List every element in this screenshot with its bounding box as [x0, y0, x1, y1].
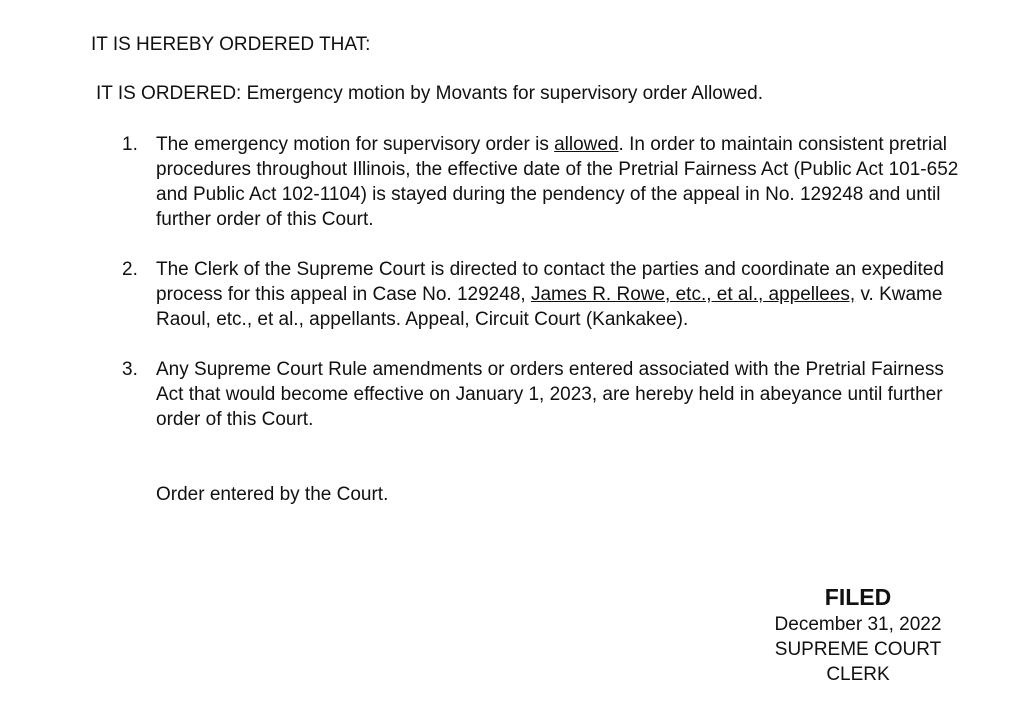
item-text: Any Supreme Court Rule amendments or orders entered associated with the Pretrial Fairness Act that would become effective on January 1, 2023, are hereby held in abeyance until further order of this Court. — [156, 359, 944, 430]
order-heading: IT IS HEREBY ORDERED THAT: — [91, 34, 371, 55]
filed-title: FILED — [824, 584, 892, 610]
filed-court: SUPREME COURT — [774, 639, 942, 660]
ordered-statement: IT IS ORDERED: Emergency motion by Movants for supervisory order Allowed. — [96, 83, 764, 104]
list-item — [122, 257, 962, 332]
item-number: 2. — [122, 259, 138, 280]
item-text-prefix: The Clerk of the Supreme Court is directed to contact the parties and coordinate an expedited process for this appeal in Case No. 129248, — [156, 259, 944, 305]
order-items-list — [122, 132, 962, 432]
item-text-suffix: v. Kwame Raoul, etc., et al., appellants. Appeal, Circuit Court (Kankakee). — [156, 284, 943, 330]
filed-clerk: CLERK — [826, 664, 890, 685]
filed-stamp — [740, 583, 976, 687]
item-text-suffix: . In order to maintain consistent pretrial procedures throughout Illinois, the effective date of the Pretrial Fairness Act (Public Act 101-652 and Public Act 102-1104) is stayed during the pendency of the appeal in No. 129248 and until further order of this Court. — [156, 134, 959, 230]
item-text-underlined: allowed — [554, 134, 619, 155]
item-text-prefix: The emergency motion for supervisory order is — [156, 134, 555, 155]
item-text — [156, 257, 962, 332]
filed-date: December 31, 2022 — [774, 614, 942, 635]
item-number: 3. — [122, 359, 138, 380]
closing-statement: Order entered by the Court. — [156, 484, 389, 505]
list-item — [122, 357, 962, 432]
item-number: 1. — [122, 134, 138, 155]
item-text — [156, 132, 962, 232]
case-name-underlined: James R. Rowe, etc., et al., appellees, — [530, 284, 856, 305]
list-item — [122, 132, 962, 232]
